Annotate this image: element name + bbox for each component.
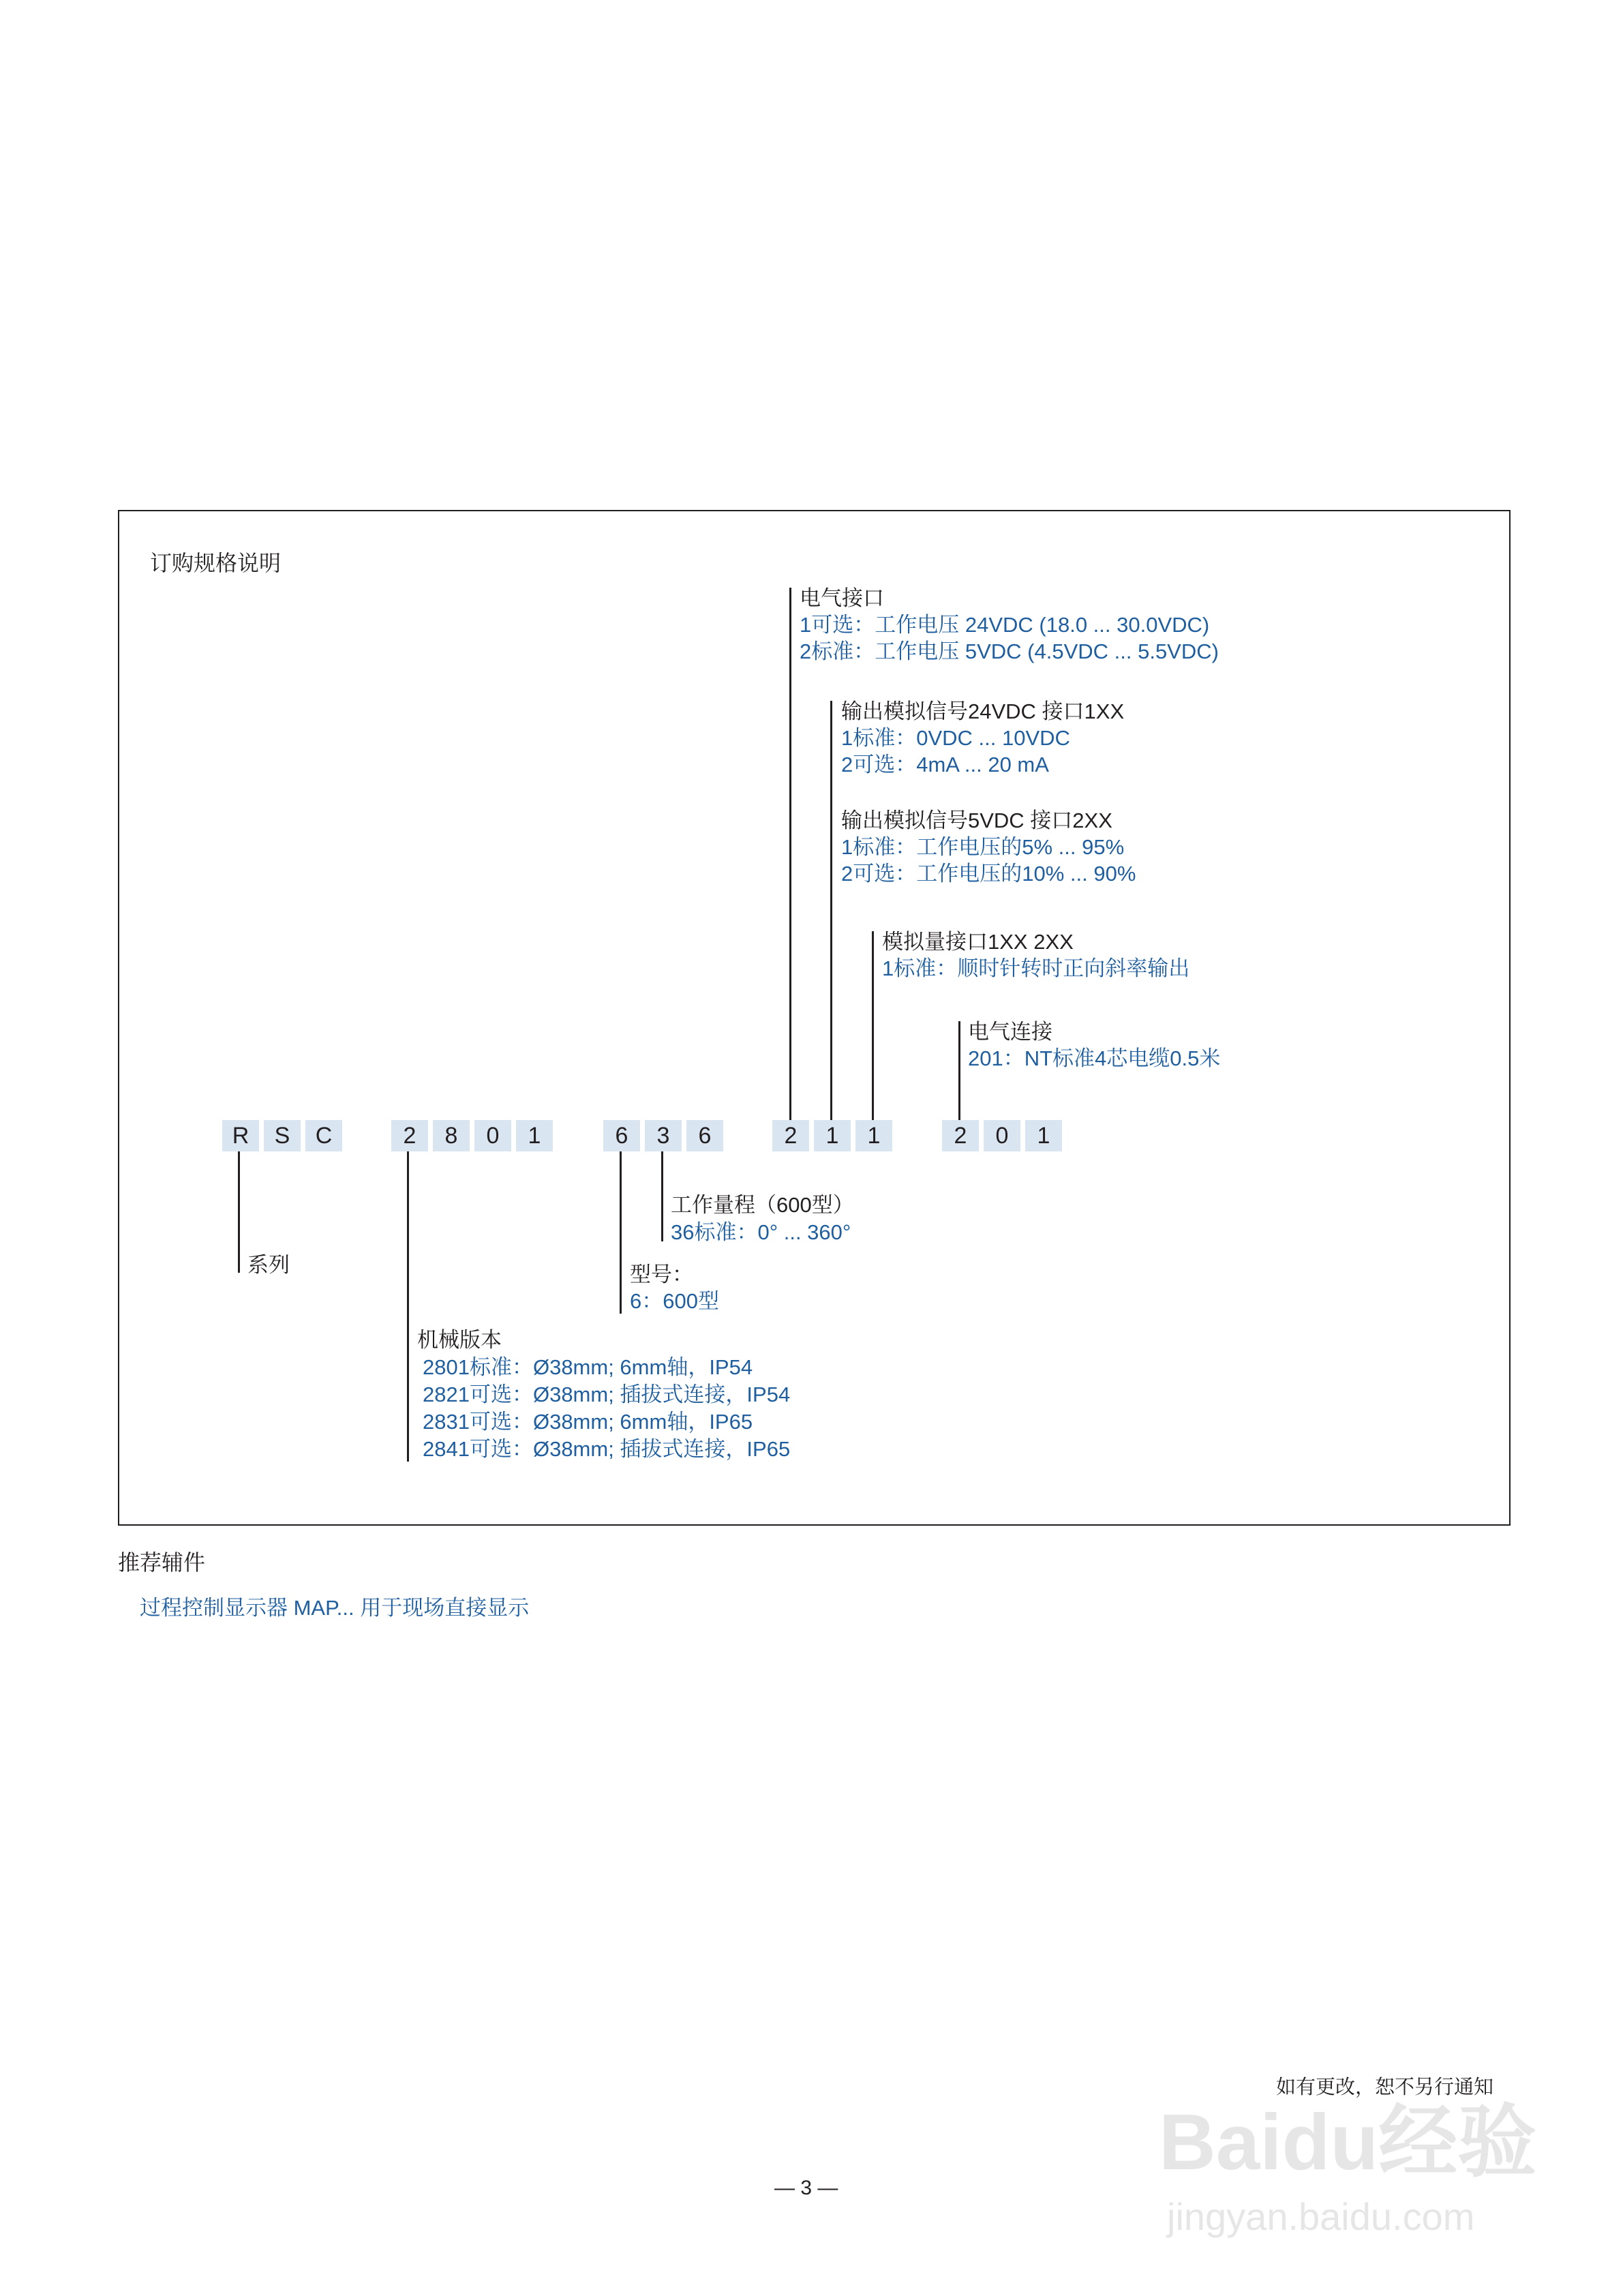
model-title: 型号： [630,1263,693,1286]
code-cell: 8 [433,1120,470,1151]
mech-version-opt: 2801标准：Ø38mm; 6mm轴，IP54 [423,1355,753,1379]
analog-out-5-opt1: 1标准：工作电压的5% ... 95% [841,835,1125,859]
page-number: — 3 — [774,2177,838,2199]
accessories-item: 过程控制显示器 MAP... 用于现场直接显示 [140,1596,530,1620]
analog-out-24-opt2: 2可选：4mA ... 20 mA [841,753,1049,776]
accessories-title: 推荐辅件 [118,1550,206,1575]
electrical-interface-opt1: 1可选：工作电压 24VDC (18.0 ... 30.0VDC) [800,613,1210,637]
code-cell: 1 [855,1120,892,1151]
model-opt1: 6：600型 [630,1289,719,1313]
line-analog-out [830,701,832,1121]
code-cell: 2 [772,1120,809,1151]
code-cell: 3 [645,1120,682,1151]
measuring-range-opt1: 36标准：0° ... 360° [671,1220,851,1244]
analog-out-24-opt1: 1标准：0VDC ... 10VDC [841,726,1070,750]
code-cell: 1 [1025,1120,1062,1151]
line-measuring-range [661,1151,663,1241]
line-electrical-connection [958,1021,960,1121]
line-analog-interface [872,931,874,1121]
analog-interface-opt1: 1标准：顺时针转时正向斜率输出 [882,956,1190,980]
line-series [238,1151,240,1273]
electrical-interface-opt2: 2标准：工作电压 5VDC (4.5VDC ... 5.5VDC) [800,639,1219,663]
electrical-connection-opt1: 201：NT标准4芯电缆0.5米 [968,1046,1221,1070]
line-mech-version [407,1151,409,1462]
line-electrical-interface [789,588,791,1121]
watermark-url: jingyan.baidu.com [1167,2195,1475,2238]
mech-version-opt: 2821可选：Ø38mm; 插拔式连接，IP54 [423,1383,791,1406]
measuring-range-title: 工作量程（600型） [671,1193,854,1217]
analog-out-5-opt2: 2可选：工作电压的10% ... 90% [841,862,1136,886]
analog-out-24-title: 输出模拟信号24VDC 接口1XX [841,699,1125,723]
line-model [620,1151,622,1314]
code-cell: 2 [942,1120,979,1151]
code-cell: 6 [603,1120,640,1151]
section-title: 订购规格说明 [150,551,282,575]
watermark-logo: Baidu经验 [1159,2098,1537,2186]
electrical-connection-title: 电气连接 [968,1020,1052,1044]
analog-interface-title: 模拟量接口1XX 2XX [882,930,1074,954]
code-cell: 0 [474,1120,511,1151]
code-cell: 2 [391,1120,428,1151]
code-cell: C [305,1120,342,1151]
code-cell: R [222,1120,259,1151]
footer-note: 如有更改，恕不另行通知 [1276,2076,1494,2098]
mech-version-opt: 2841可选：Ø38mm; 插拔式连接，IP65 [423,1437,791,1461]
code-cell: 0 [984,1120,1020,1151]
mech-version-opt: 2831可选：Ø38mm; 6mm轴，IP65 [423,1410,753,1434]
code-cell: 6 [686,1120,723,1151]
code-cell: S [264,1120,301,1151]
series-label: 系列 [247,1253,290,1277]
analog-out-5-title: 输出模拟信号5VDC 接口2XX [841,809,1112,832]
electrical-interface-title: 电气接口 [800,586,884,610]
code-cell: 1 [814,1120,851,1151]
mech-version-title: 机械版本 [417,1328,502,1352]
code-cell: 1 [516,1120,553,1151]
